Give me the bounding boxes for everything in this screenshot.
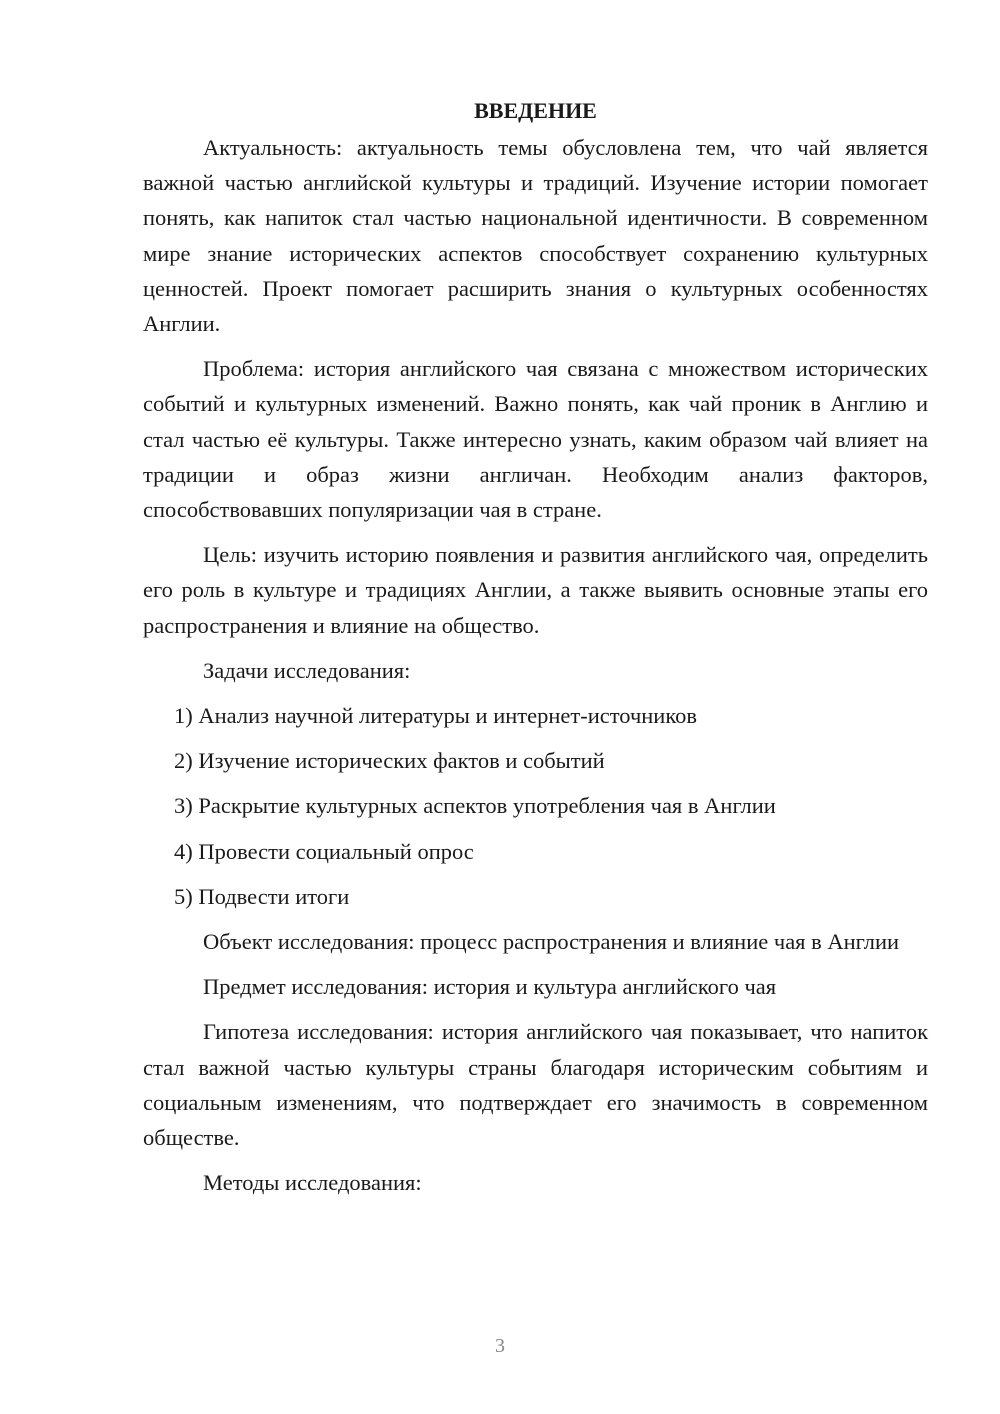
paragraph-problem: Проблема: история английского чая связана с множеством исторических событий и культурных изменений. Важно понять, как чай проник в Англию и стал частью её культуры. Также интересно узнать, каким образом чай влияет на традиции и образ жизни англичан. Необходим анализ факторов, способствовавших популяризации чая в стране. xyxy=(143,356,928,523)
section-title: ВВЕДЕНИЕ xyxy=(474,98,597,123)
task-item-3: 3) Раскрытие культурных аспектов употребления чая в Англии xyxy=(174,793,776,819)
task-item-5: 5) Подвести итоги xyxy=(174,883,350,909)
task-item-4: 4) Провести социальный опрос xyxy=(174,838,474,864)
paragraph-subject: Предмет исследования: история и культура английского чая xyxy=(203,974,777,1000)
task-item-2: 2) Изучение исторических фактов и событий xyxy=(174,748,605,774)
page-content xyxy=(143,96,928,1200)
paragraph-object: Объект исследования: процесс распространения и влияние чая в Англии xyxy=(203,929,900,955)
methods-heading: Методы исследования: xyxy=(203,1170,422,1196)
paragraph-hypothesis: Гипотеза исследования: история английского чая показывает, что напиток стал важной частью культуры страны благодаря историческим событиям и социальным изменениям, что подтверждает его значимость в современном обществе. xyxy=(143,1019,928,1151)
tasks-heading: Задачи исследования: xyxy=(203,657,411,683)
task-item-1: 1) Анализ научной литературы и интернет-источников xyxy=(174,703,698,729)
paragraph-goal: Цель: изучить историю появления и развития английского чая, определить его роль в культуре и традициях Англии, а также выявить основные этапы его распространения и влияние на общество. xyxy=(143,542,928,638)
paragraph-relevance: Актуальность: актуальность темы обусловлена тем, что чай является важной частью английской культуры и традиций. Изучение истории помогает понять, как напиток стал частью национальной идентичности. В современном мире знание исторических аспектов способствует сохранению культурных ценностей. Проект помогает расширить знания о культурных особенностях Англии. xyxy=(143,135,928,337)
page-number: 3 xyxy=(495,1335,505,1357)
